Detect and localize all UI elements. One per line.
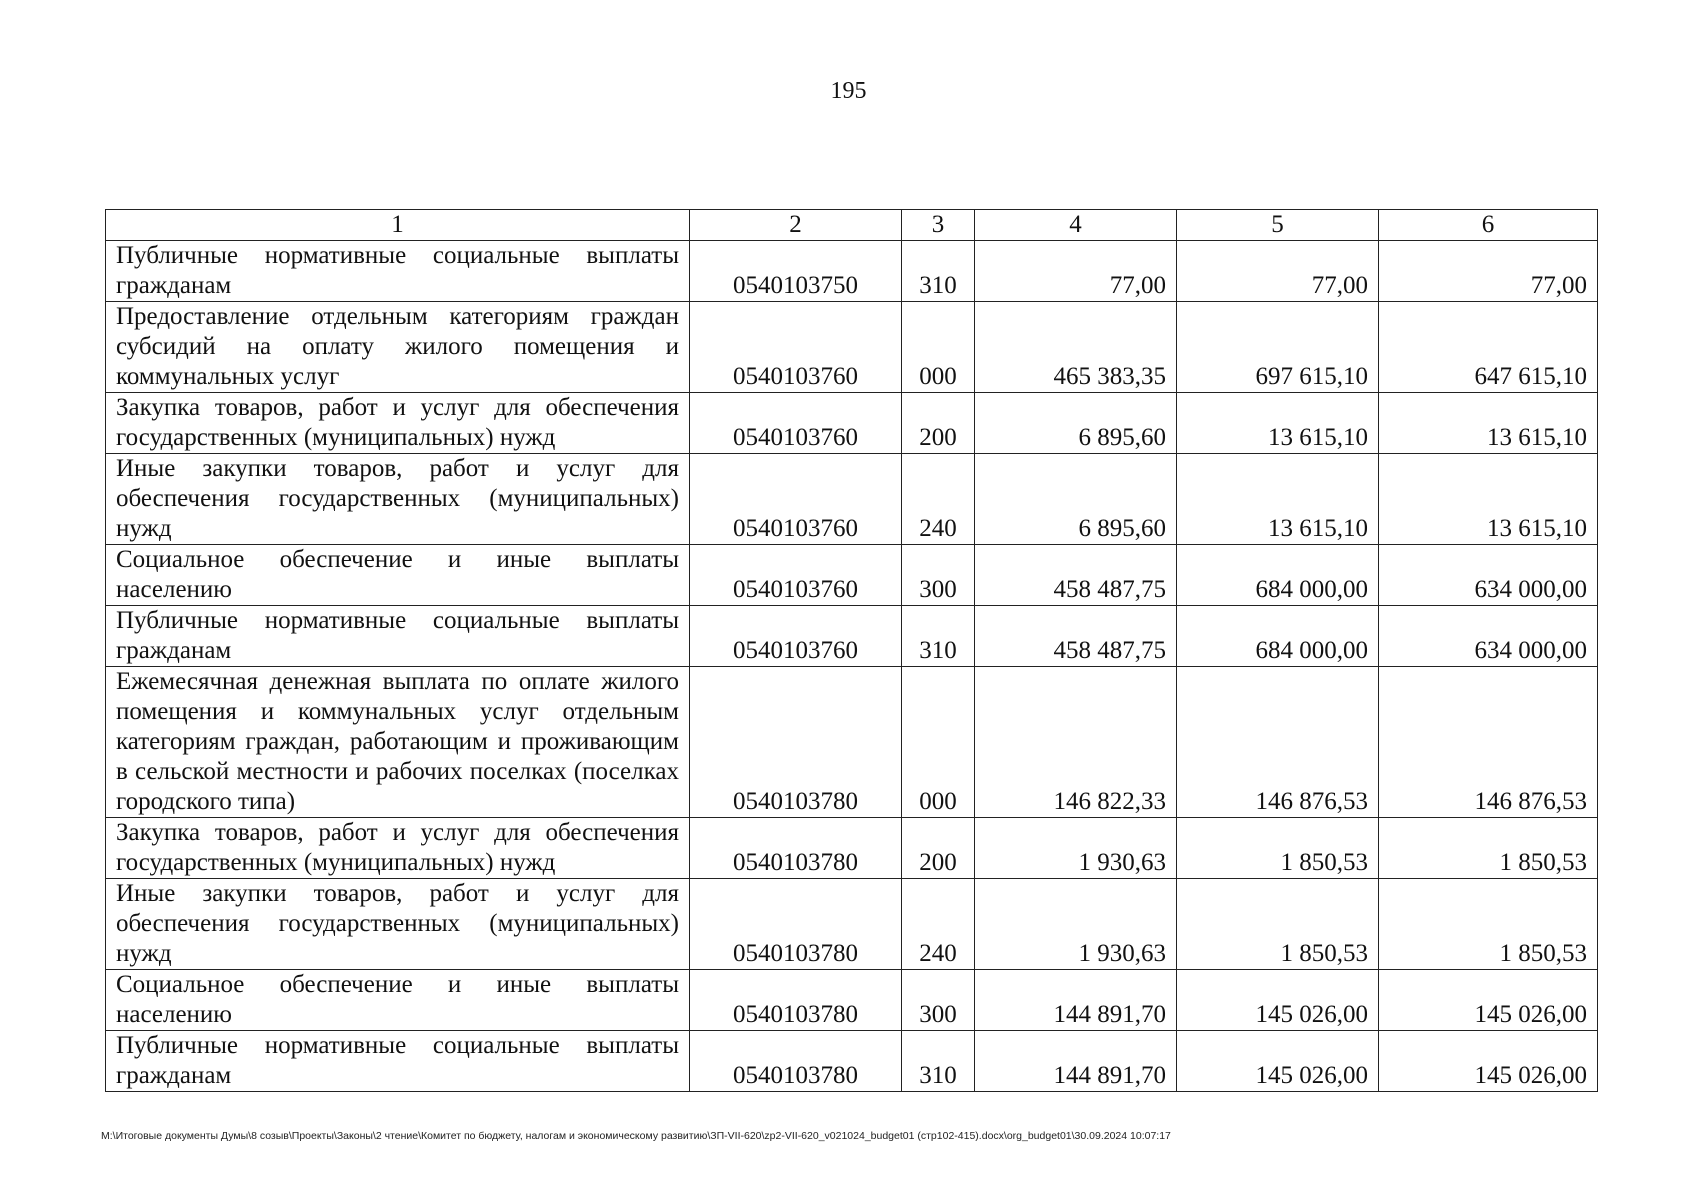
row-value-6: 145 026,00 [1379, 970, 1598, 1031]
column-header-2: 2 [690, 210, 902, 241]
row-name: Публичные нормативные социальные выплаты гражданам [106, 1031, 690, 1092]
row-code: 0540103760 [690, 606, 902, 667]
row-value-6: 634 000,00 [1379, 545, 1598, 606]
row-type: 310 [902, 606, 975, 667]
row-code: 0540103760 [690, 545, 902, 606]
row-value-4: 1 930,63 [975, 818, 1177, 879]
row-name: Иные закупки товаров, работ и услуг для обеспечения государственных (муниципальных) нужд [106, 454, 690, 545]
row-value-6: 146 876,53 [1379, 667, 1598, 818]
row-value-6: 77,00 [1379, 241, 1598, 302]
row-value-5: 146 876,53 [1177, 667, 1379, 818]
row-value-4: 144 891,70 [975, 970, 1177, 1031]
table-row [106, 241, 1598, 302]
row-value-6: 145 026,00 [1379, 1031, 1598, 1092]
column-header-5: 5 [1177, 210, 1379, 241]
row-type: 000 [902, 667, 975, 818]
row-name: Социальное обеспечение и иные выплаты населению [106, 970, 690, 1031]
row-value-6: 13 615,10 [1379, 454, 1598, 545]
row-type: 200 [902, 393, 975, 454]
row-value-4: 465 383,35 [975, 302, 1177, 393]
row-value-5: 13 615,10 [1177, 393, 1379, 454]
row-code: 0540103780 [690, 818, 902, 879]
row-value-4: 458 487,75 [975, 606, 1177, 667]
table-header-row [106, 210, 1598, 241]
table-row [106, 1031, 1598, 1092]
table-row [106, 818, 1598, 879]
row-type: 240 [902, 454, 975, 545]
row-value-4: 458 487,75 [975, 545, 1177, 606]
row-value-4: 144 891,70 [975, 1031, 1177, 1092]
row-code: 0540103750 [690, 241, 902, 302]
row-value-6: 634 000,00 [1379, 606, 1598, 667]
row-name: Закупка товаров, работ и услуг для обеспечения государственных (муниципальных) нужд [106, 393, 690, 454]
row-value-6: 1 850,53 [1379, 879, 1598, 970]
row-value-5: 697 615,10 [1177, 302, 1379, 393]
row-name: Публичные нормативные социальные выплаты гражданам [106, 606, 690, 667]
row-type: 310 [902, 1031, 975, 1092]
budget-table [105, 209, 1598, 1092]
row-type: 300 [902, 545, 975, 606]
page-number: 195 [830, 78, 867, 104]
table-row [106, 302, 1598, 393]
table-row [106, 606, 1598, 667]
row-code: 0540103760 [690, 302, 902, 393]
row-value-6: 1 850,53 [1379, 818, 1598, 879]
row-name: Социальное обеспечение и иные выплаты населению [106, 545, 690, 606]
row-code: 0540103780 [690, 667, 902, 818]
row-type: 000 [902, 302, 975, 393]
row-name: Иные закупки товаров, работ и услуг для обеспечения государственных (муниципальных) нужд [106, 879, 690, 970]
row-value-6: 647 615,10 [1379, 302, 1598, 393]
column-header-1: 1 [106, 210, 690, 241]
row-code: 0540103780 [690, 879, 902, 970]
row-value-5: 1 850,53 [1177, 879, 1379, 970]
row-name: Ежемесячная денежная выплата по оплате жилого помещения и коммунальных услуг отдельным категориям граждан, работающим и проживающим в сельской местности и рабочих поселках (поселках городского типа) [106, 667, 690, 818]
row-value-5: 684 000,00 [1177, 606, 1379, 667]
row-type: 240 [902, 879, 975, 970]
row-code: 0540103760 [690, 454, 902, 545]
row-type: 200 [902, 818, 975, 879]
table-row [106, 545, 1598, 606]
row-name: Предоставление отдельным категориям граждан субсидий на оплату жилого помещения и коммунальных услуг [106, 302, 690, 393]
row-value-5: 13 615,10 [1177, 454, 1379, 545]
row-value-5: 77,00 [1177, 241, 1379, 302]
row-value-4: 6 895,60 [975, 393, 1177, 454]
footer-file-path: M:\Итоговые документы Думы\8 созыв\Проекты\Законы\2 чтение\Комитет по бюджету, налогам и экономическому развитию\ЗП-VII-620\zp2-VII-620_v021024_budget01 (стр102-415).docx\org_budget01\30.09.2024 10:07:17 [101, 1130, 1171, 1142]
table-row [106, 454, 1598, 545]
row-value-4: 6 895,60 [975, 454, 1177, 545]
table-row [106, 393, 1598, 454]
row-value-5: 1 850,53 [1177, 818, 1379, 879]
table-row [106, 667, 1598, 818]
table-row [106, 970, 1598, 1031]
row-code: 0540103780 [690, 1031, 902, 1092]
row-value-5: 684 000,00 [1177, 545, 1379, 606]
row-type: 310 [902, 241, 975, 302]
row-code: 0540103760 [690, 393, 902, 454]
row-value-4: 77,00 [975, 241, 1177, 302]
table-row [106, 879, 1598, 970]
row-value-6: 13 615,10 [1379, 393, 1598, 454]
row-value-5: 145 026,00 [1177, 1031, 1379, 1092]
column-header-4: 4 [975, 210, 1177, 241]
row-value-5: 145 026,00 [1177, 970, 1379, 1031]
column-header-3: 3 [902, 210, 975, 241]
column-header-6: 6 [1379, 210, 1598, 241]
row-type: 300 [902, 970, 975, 1031]
row-name: Публичные нормативные социальные выплаты гражданам [106, 241, 690, 302]
row-name: Закупка товаров, работ и услуг для обеспечения государственных (муниципальных) нужд [106, 818, 690, 879]
row-value-4: 1 930,63 [975, 879, 1177, 970]
row-value-4: 146 822,33 [975, 667, 1177, 818]
row-code: 0540103780 [690, 970, 902, 1031]
